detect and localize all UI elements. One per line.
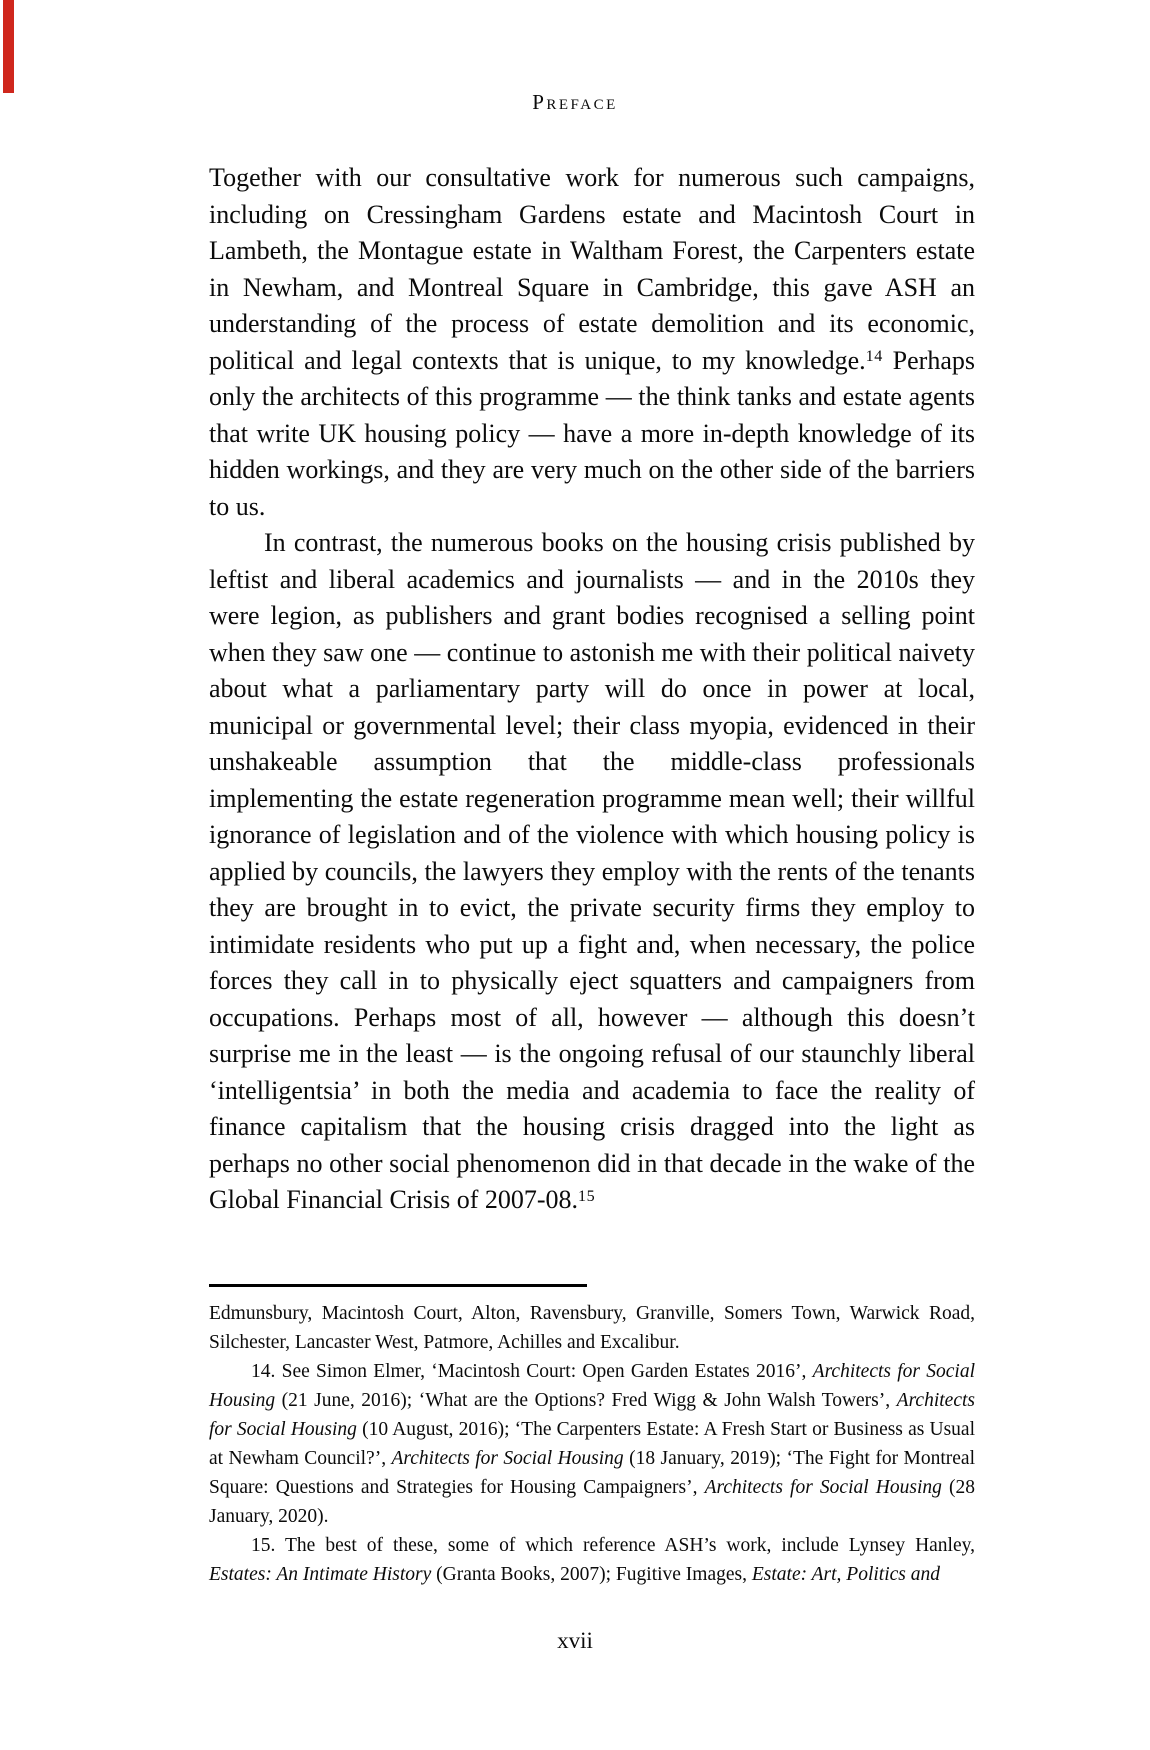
red-bookmark-ribbon (3, 0, 14, 93)
footnote-separator (209, 1284, 587, 1287)
footnotes-block (209, 1299, 975, 1589)
page-number: xvii (557, 1628, 593, 1653)
footnote-continuation: Edmunsbury, Macintosh Court, Alton, Ravensbury, Granville, Somers Town, Warwick Road, Silchester, Lancaster West, Patmore, Achilles and Excalibur. (209, 1303, 975, 1353)
body-paragraph-1: Together with our consultative work for numerous such campaigns, including on Cressingham Gardens estate and Macintosh Court in Lambeth, the Montague estate in Waltham Forest, the Carpenters estate in Newham, and Montreal Square in Cambridge, this gave ASH an understanding of the process of estate demolition and its economic, political and legal contexts that is unique, to my knowledge.$^{14}$ Perhaps only the architects of this programme — the think tanks and estate agents that write UK housing policy — have a more in-depth knowledge of its hidden workings, and they are very much on the other side of the barriers to us. (209, 163, 976, 521)
footnote-15: 15. The best of these, some of which reference ASH’s work, include Lynsey Hanley, Estates: An Intimate History (Granta Books, 2007); Fugitive Images, Estate: Art, Politics and (209, 1535, 975, 1585)
body-paragraph-2: In contrast, the numerous books on the housing crisis published by leftist and liberal academics and journalists — and in the 2010s they were legion, as publishers and grant bodies recognised a selling point when they saw one — continue to astonish me with their political naivety about what a parliamentary party will do once in power at local, municipal or governmental level; their class myopia, evidenced in their unshakeable assumption that the middle-class professionals implementing the estate regeneration programme mean well; their willful ignorance of legislation and of the violence with which housing policy is applied by councils, the lawyers they employ with the rents of the tenants they are brought in to evict, the private security firms they employ to intimidate residents who put up a fight and, when necessary, the police forces they call in to physically eject squatters and campaigners from occupations. Perhaps most of all, however — although this doesn’t surprise me in the least — is the ongoing refusal of our staunchly liberal ‘intelligentsia’ in both the media and academia to face the reality of finance capitalism that the housing crisis dragged into the light as perhaps no other social phenomenon did in that decade in the wake of the Global Financial Crisis of 2007-08.15 (209, 528, 975, 1214)
running-header: Preface (532, 90, 618, 114)
body-text-block (209, 160, 975, 1219)
footnote-14: 14. See Simon Elmer, ‘Macintosh Court: Open Garden Estates 2016’, Architects for Social Housing (21 June, 2016); ‘What are the Options? Fred Wigg & John Walsh Towers’, Architects for Social Housing (10 August, 2016); ‘The Carpenters Estate: A Fresh Start or Business as Usual at Newham Council?’, Architects for Social Housing (18 January, 2019); ‘The Fight for Montreal Square: Questions and Strategies for Housing Campaigners’, Architects for Social Housing (28 January, 2020). (209, 1361, 975, 1527)
